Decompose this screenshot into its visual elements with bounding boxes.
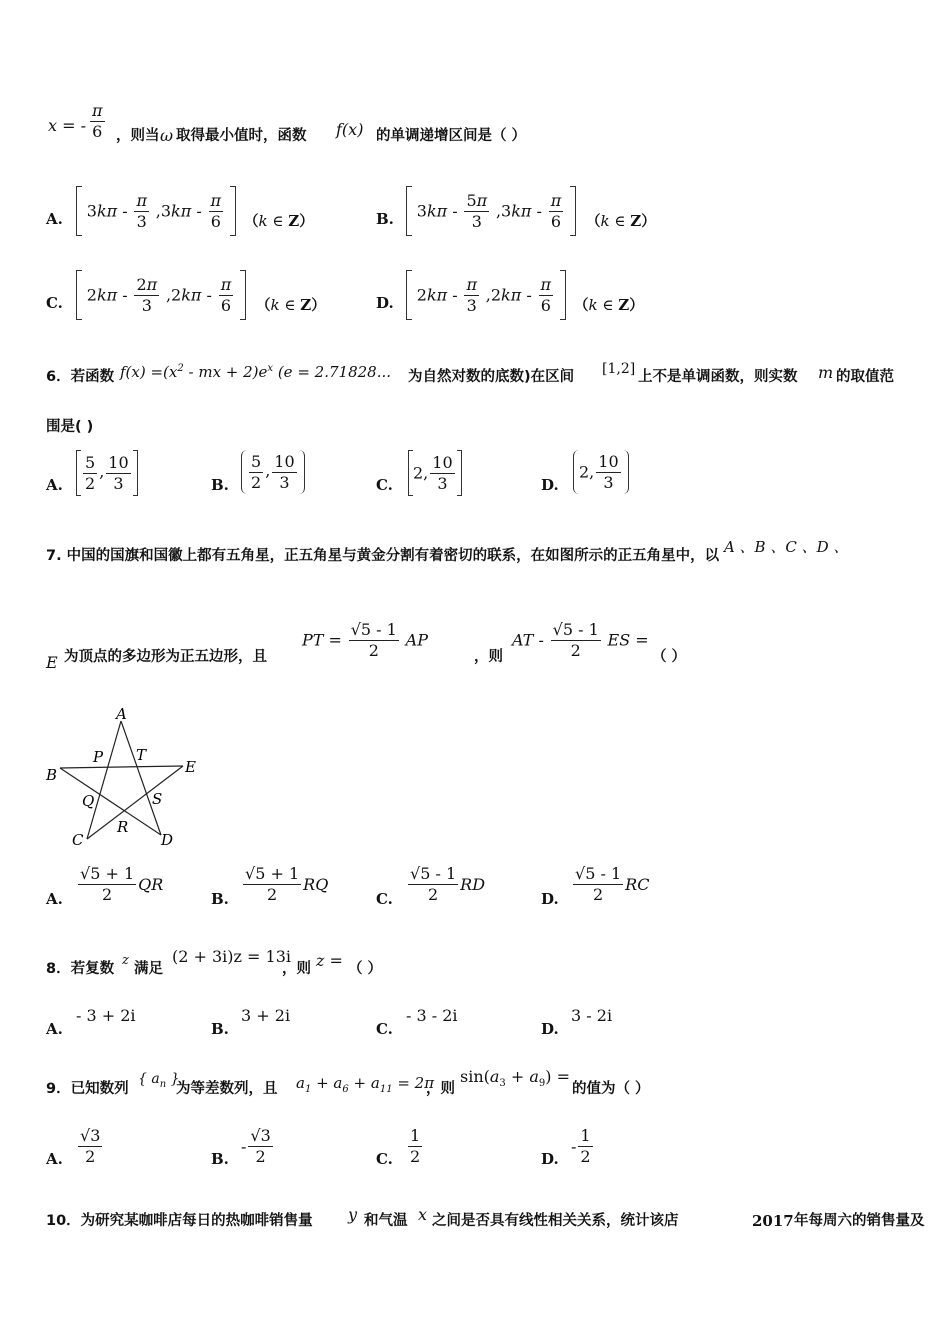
- label-S: S: [152, 790, 163, 808]
- q9-stem: [46, 1066, 746, 1096]
- q7-text4: （ ）: [652, 649, 687, 665]
- label-E: E: [185, 758, 196, 776]
- q5-a-cond: （k ∈ Z）: [244, 212, 314, 230]
- q6-c-expr: 2, $\frac{10}{3}$: [408, 450, 462, 496]
- q6-var: m: [818, 363, 834, 382]
- label-C: C: [72, 831, 84, 849]
- q5-d-expr: 2kπ - $\frac{\pi}{3}$ ,2kπ - $\frac{\pi}{6}$: [406, 270, 566, 320]
- q8-z: z: [122, 953, 129, 968]
- option-label: B.: [376, 210, 394, 228]
- option-label: B.: [211, 1020, 229, 1038]
- q8-c-expr: - 3 - 2i: [406, 1006, 458, 1025]
- q8-ask: z =: [316, 951, 343, 970]
- q10-text1: 10．为研究某咖啡店每日的热咖啡销售量: [46, 1213, 313, 1229]
- q9-a-expr: $\frac{√3}{2}$: [80, 1126, 101, 1166]
- q5-omega: ω: [160, 126, 174, 145]
- label-P: P: [93, 748, 104, 766]
- q9-ask: $\sin(a_3 + a_9)$ =: [460, 1067, 571, 1090]
- option-label: B.: [211, 1150, 229, 1168]
- q7-d-expr: $\frac{√5 - 1}{2}$ RC: [575, 864, 650, 904]
- label-D: D: [161, 831, 174, 849]
- option-label: D.: [541, 1020, 559, 1038]
- q9-text4: 的值为（ ）: [572, 1081, 650, 1097]
- q7-vertex-e: E: [46, 653, 58, 672]
- q7-text2: 为顶点的多边形为正五边形，且: [64, 649, 267, 665]
- label-Q: Q: [82, 792, 95, 810]
- q7-text3: ，则: [474, 649, 503, 665]
- q5-d-cond: （k ∈ Z）: [574, 296, 644, 314]
- q10-text3: 之间是否具有线性相关关系，统计该店: [432, 1213, 679, 1229]
- q9-text2: 为等差数列，且: [176, 1081, 278, 1097]
- q8-text4: （ ）: [348, 961, 383, 977]
- q10-x: x: [418, 1205, 428, 1224]
- q8-d-expr: 3 - 2i: [571, 1006, 613, 1025]
- q8-a-expr: - 3 + 2i: [76, 1006, 136, 1025]
- q9-text1: 9．已知数列: [46, 1081, 129, 1097]
- option-label: D.: [541, 476, 559, 494]
- q5-c-cond: （k ∈ Z）: [256, 296, 326, 314]
- q8-text3: ，则: [282, 961, 311, 977]
- q8-text1: 8．若复数: [46, 961, 115, 977]
- q6-func: $f(x) =(x^2$ - mx + $2)e^x$ (e = 2.71828...: [120, 363, 391, 381]
- q5-text2: 取得最小值时，函数: [176, 128, 307, 144]
- q8-stem: [46, 948, 646, 978]
- label-A: A: [116, 705, 127, 723]
- q8-b-expr: 3 + 2i: [241, 1006, 291, 1025]
- label-T: T: [136, 746, 147, 764]
- q5-b-cond: （k ∈ Z）: [586, 212, 656, 230]
- option-label: C.: [376, 890, 393, 908]
- option-label: A.: [46, 210, 63, 228]
- q10-text4: 年每周六的销售量及: [794, 1213, 925, 1229]
- option-label: B.: [211, 890, 229, 908]
- q6-a-expr: $\frac{5}{2}$ , $\frac{10}{3}$: [76, 450, 138, 496]
- q5-x-eq: x = -: [48, 116, 87, 135]
- q10-text2: 和气温: [364, 1213, 408, 1229]
- q6-d-expr: 2, $\frac{10}{3}$: [573, 450, 629, 494]
- q6-line2: 围是( ): [46, 419, 94, 435]
- q5-c-expr: 2kπ - $\frac{2\pi}{3}$ ,2kπ - $\frac{\pi}{6}$: [76, 270, 246, 320]
- q7-eq1: PT = $\frac{√5 - 1}{2}$ AP: [302, 620, 428, 660]
- option-label: D.: [376, 294, 394, 312]
- q7-a-expr: $\frac{√5 + 1}{2}$ QR: [80, 864, 164, 904]
- label-B: B: [46, 766, 58, 784]
- option-label: B.: [211, 476, 229, 494]
- q8-eq: (2 + 3i)z = 13i: [172, 947, 292, 966]
- label-R: R: [117, 818, 129, 836]
- q10-y: y: [348, 1205, 358, 1224]
- q6-stem: [46, 362, 916, 392]
- q5-text1: ，则当: [116, 128, 160, 144]
- option-label: A.: [46, 1150, 63, 1168]
- option-label: C.: [376, 1020, 393, 1038]
- q9-eq: $a_1 + a_6 + a_{11} = 2\pi$: [296, 1074, 435, 1095]
- option-label: C.: [376, 476, 393, 494]
- q6-text3: 的取值范: [836, 369, 894, 385]
- pentagram-figure: [40, 702, 210, 852]
- q9-text3: ，则: [426, 1081, 455, 1097]
- q6-text2: 上不是单调函数，则实数: [638, 369, 798, 385]
- q5-x-frac: $\frac{\pi}{6}$: [92, 101, 103, 141]
- option-label: A.: [46, 890, 63, 908]
- q7-c-expr: $\frac{√5 - 1}{2}$ RD: [410, 864, 486, 904]
- option-label: C.: [46, 294, 63, 312]
- option-label: A.: [46, 1020, 63, 1038]
- q5-a-expr: 3kπ - $\frac{\pi}{3}$ ,3kπ - $\frac{\pi}{6}$: [76, 186, 236, 236]
- q7-vertices: A 、B 、C 、D 、: [723, 538, 849, 556]
- q6-interval: [1,2]: [602, 361, 636, 377]
- q5-fx: f(x): [336, 120, 364, 139]
- q7-b-expr: $\frac{√5 + 1}{2}$ RQ: [245, 864, 329, 904]
- option-label: C.: [376, 1150, 393, 1168]
- option-label: D.: [541, 1150, 559, 1168]
- q9-c-expr: $\frac{1}{2}$: [410, 1126, 421, 1166]
- q7-stem-line1: [46, 538, 849, 567]
- q9-d-expr: - $\frac{1}{2}$: [571, 1126, 591, 1166]
- q7-text1: 7. 中国的国旗和国徽上都有五角星，正五角星与黄金分割有着密切的联系，在如图所示的正五角星中，以: [46, 548, 720, 564]
- q5-b-expr: 3kπ - $\frac{5\pi}{3}$ ,3kπ - $\frac{\pi}{6}$: [406, 186, 576, 236]
- option-label: A.: [46, 476, 63, 494]
- q7-eq2: AT - $\frac{√5 - 1}{2}$ ES =: [512, 620, 649, 660]
- option-label: D.: [541, 890, 559, 908]
- q9-seq: { $a_n$ }: [138, 1071, 180, 1090]
- q6-text1: 为自然对数的底数)在区间: [408, 369, 575, 385]
- q10-stem: [46, 1205, 925, 1236]
- q6-b-expr: $\frac{5}{2}$ , $\frac{10}{3}$: [241, 450, 305, 494]
- q5-text3: 的单调递增区间是（ ）: [376, 128, 527, 144]
- q9-b-expr: - $\frac{√3}{2}$: [241, 1126, 271, 1166]
- q6-number: 6．若函数: [46, 369, 115, 385]
- q7-stem-line2: [46, 620, 916, 670]
- q10-year: 2017: [752, 1212, 794, 1230]
- q8-text2: 满足: [134, 961, 163, 977]
